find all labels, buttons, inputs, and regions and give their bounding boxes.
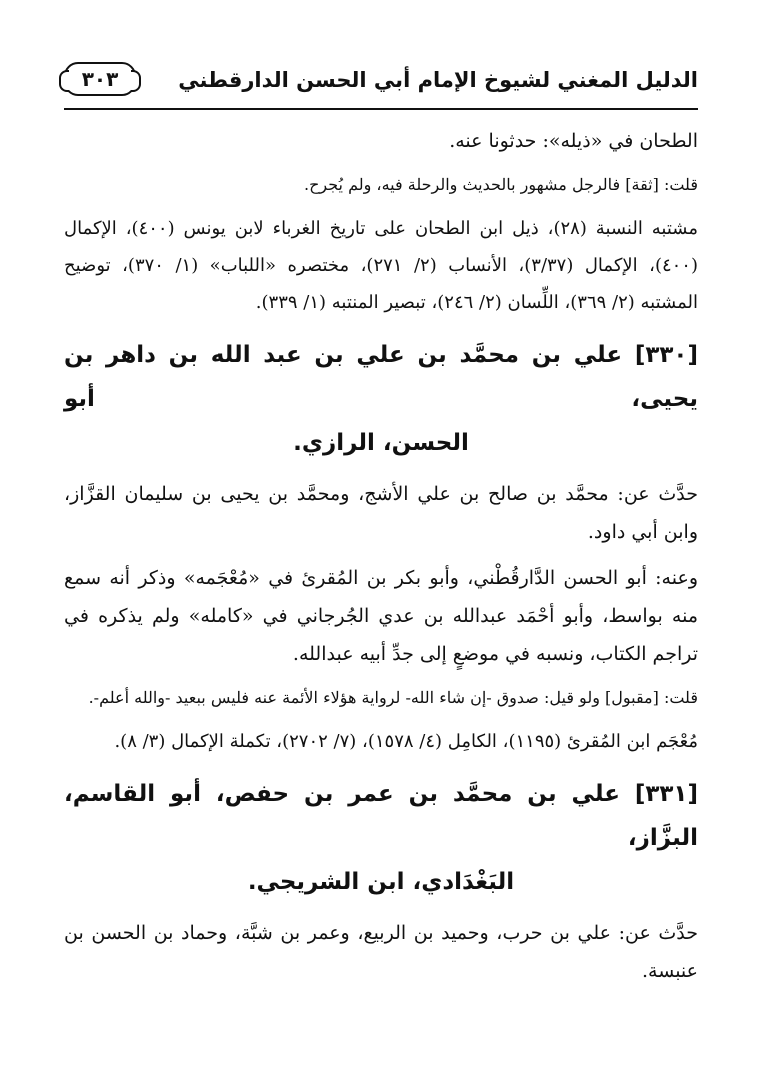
paragraph-continuation: الطحان في «ذيله»: حدثونا عنه.: [449, 130, 698, 152]
entry-heading-330-line2: الحسن، الرازي.: [293, 430, 469, 456]
paragraph-verdict: قلت: [ثقة] فالرجل مشهور بالحديث والرحلة فيه، ولم يُجرح.: [303, 175, 698, 194]
entry-330-references: مُعْجَم ابن المُقرئ (١١٩٥)، الكامِل (٤/ ١٥٧٨)، (٧/ ٢٧٠٢)، تكملة الإكمال (٣/ ٨).: [114, 731, 698, 752]
entry-heading-331-line1: [٣٣١] علي بن محمَّد بن عمر بن حفص، أبو القاسم، البزَّاز،: [64, 781, 698, 851]
entry-heading-330: [64, 333, 698, 465]
book-title: الدليل المغني لشيوخ الإمام أبي الحسن الدارقطني: [178, 68, 698, 92]
page-body: [64, 122, 698, 998]
paragraph-references: مشتبه النسبة (٢٨)، ذيل ابن الطحان على تاريخ الغرباء لابن يونس (٤٠٠)، الإكمال (٤٠٠)، الإكمال (٣/٣٧)، الأنساب (٢/ ٢٧١)، مختصره «اللباب» (١/ ٣٧٠)، توضيح المشتبه (٢/ ٣٦٩)، اللِّسان (٢/ ٢٤٦)، تبصير المنتبه (١/ ٣٣٩).: [64, 218, 699, 313]
running-header: [64, 62, 698, 110]
page-number: ٣٠٣: [64, 62, 136, 96]
entry-heading-330-line1: [٣٣٠] علي بن محمَّد بن علي بن عبد الله بن داهر بن يحيى، أبو: [64, 342, 698, 412]
entry-330-teachers: حدَّث عن: محمَّد بن صالح بن علي الأشج، ومحمَّد بن يحيى بن سليمان القزَّاز، وابن أبي داود.: [64, 483, 698, 543]
entry-330-verdict: قلت: [مقبول] ولو قيل: صدوق -إن شاء الله- لرواية هؤلاء الأئمة عنه فليس ببعيد -والله أعلم-.: [88, 688, 698, 707]
entry-heading-331: [64, 772, 698, 904]
entry-331-teachers: حدَّث عن: علي بن حرب، وحميد بن الربيع، وعمر بن شبَّة، وحماد بن الحسن بن عنبسة.: [64, 922, 698, 982]
entry-330-students: وعنه: أبو الحسن الدَّارقُطْني، وأبو بكر بن المُقرئ في «مُعْجَمه» وذكر أنه سمع منه بواسط، وأبو أحْمَد عبدالله بن عدي الجُرجاني في «كامله» ولم يذكره في تراجم الكتاب، ونسبه في موضعٍ إلى جدِّ أبيه عبدالله.: [64, 567, 698, 665]
entry-heading-331-line2: البَغْدَادي، ابن الشريجي.: [247, 869, 515, 895]
